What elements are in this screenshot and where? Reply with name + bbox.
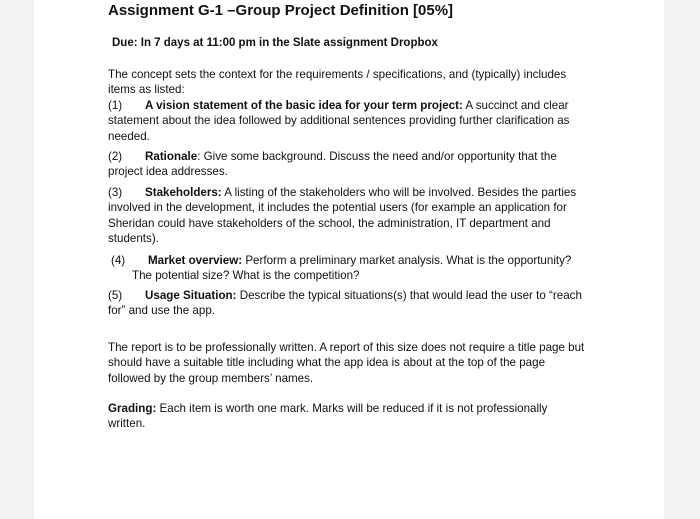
item-4 xyxy=(111,253,590,284)
item-text: A succinct and clear statement about the idea followed by additional sentences providing further clarification as needed. xyxy=(108,98,570,143)
report-paragraph: The report is to be professionally written. A report of this size does not require a title page but should have a suitable title including what the app idea is about at the top of the page followed by the group members’ names. xyxy=(108,341,585,385)
item-heading: A vision statement of the basic idea for your term project: xyxy=(145,98,463,112)
item-1 xyxy=(108,99,569,143)
intro-paragraph xyxy=(108,67,586,144)
item-number: (1) xyxy=(108,98,123,112)
grading-text: Each item is worth one mark. Marks will be reduced if it is not professionally written. xyxy=(108,402,548,431)
item-number: (2) xyxy=(108,150,123,163)
grading-paragraph xyxy=(108,401,586,432)
item-3 xyxy=(108,185,586,247)
item-number: (5) xyxy=(108,289,123,302)
document-page xyxy=(34,0,664,519)
item-5 xyxy=(108,288,586,319)
item-text: : Give some background. Discuss the need and/or opportunity that the project idea addresses. xyxy=(108,150,557,179)
item-heading: Rationale xyxy=(145,150,198,163)
item-number: (3) xyxy=(108,186,123,199)
intro-text: The concept sets the context for the requirements / specifications, and (typically) includes items as listed: xyxy=(108,68,567,97)
item-text: Describe the typical situations(s) that would lead the user to “reach for” and use the app. xyxy=(108,289,582,318)
item-heading: Market overview: xyxy=(148,254,243,267)
item-text: A listing of the stakeholders who will be involved. Besides the parties involved in the development, it includes the potential users (for example an application for Sheridan could have stakeholders of the school, the administration, IT department and students). xyxy=(108,186,577,246)
item-number: (4) xyxy=(111,254,126,267)
item-heading: Usage Situation: xyxy=(145,289,237,302)
item-2 xyxy=(108,149,586,180)
assignment-title: Assignment G-1 –Group Project Definition [05%] xyxy=(108,2,454,19)
item-heading: Stakeholders: xyxy=(145,186,222,199)
item-text: Perform a preliminary market analysis. What is the opportunity? The potential size? What is the competition? xyxy=(132,254,572,283)
grading-label: Grading: xyxy=(108,402,157,415)
due-date: Due: In 7 days at 11:00 pm in the Slate assignment Dropbox xyxy=(112,37,438,49)
